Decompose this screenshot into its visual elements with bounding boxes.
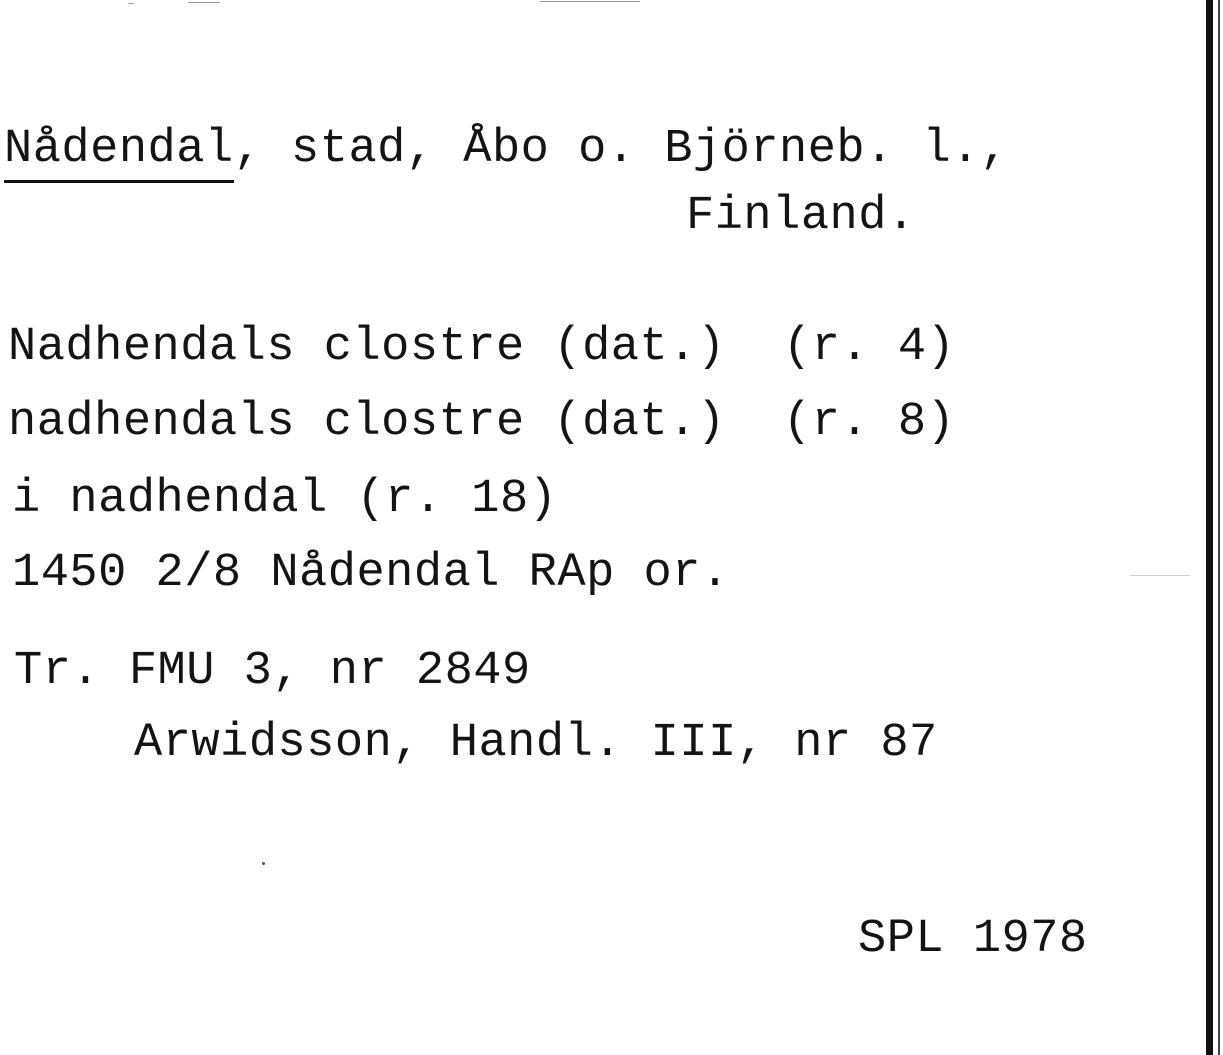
source-line: 1450 2/8 Nådendal RAp or. — [12, 547, 730, 600]
scan-artifact — [128, 3, 134, 4]
form-line-2: nadhendals clostre (dat.) (r. 8) — [8, 396, 956, 449]
heading-rest: , stad, Åbo o. Björneb. l., — [233, 123, 1009, 176]
headword-underline — [4, 180, 234, 183]
scan-speck — [262, 862, 265, 865]
headword: Nådendal — [4, 126, 234, 173]
form-line-3: i nadhendal (r. 18) — [12, 473, 558, 526]
scan-artifact — [1130, 575, 1190, 576]
card-edge-thin — [1218, 0, 1220, 1055]
country-line: Finland. — [686, 190, 916, 243]
card-edge — [1206, 0, 1213, 1055]
heading-line — [4, 123, 1009, 176]
scan-artifact — [188, 2, 220, 3]
scan-artifact — [540, 1, 640, 2]
signature: SPL 1978 — [858, 913, 1088, 966]
print-reference-2: Arwidsson, Handl. III, nr 87 — [134, 717, 938, 770]
print-reference-1: Tr. FMU 3, nr 2849 — [14, 645, 531, 698]
form-line-1: Nadhendals clostre (dat.) (r. 4) — [8, 321, 956, 374]
